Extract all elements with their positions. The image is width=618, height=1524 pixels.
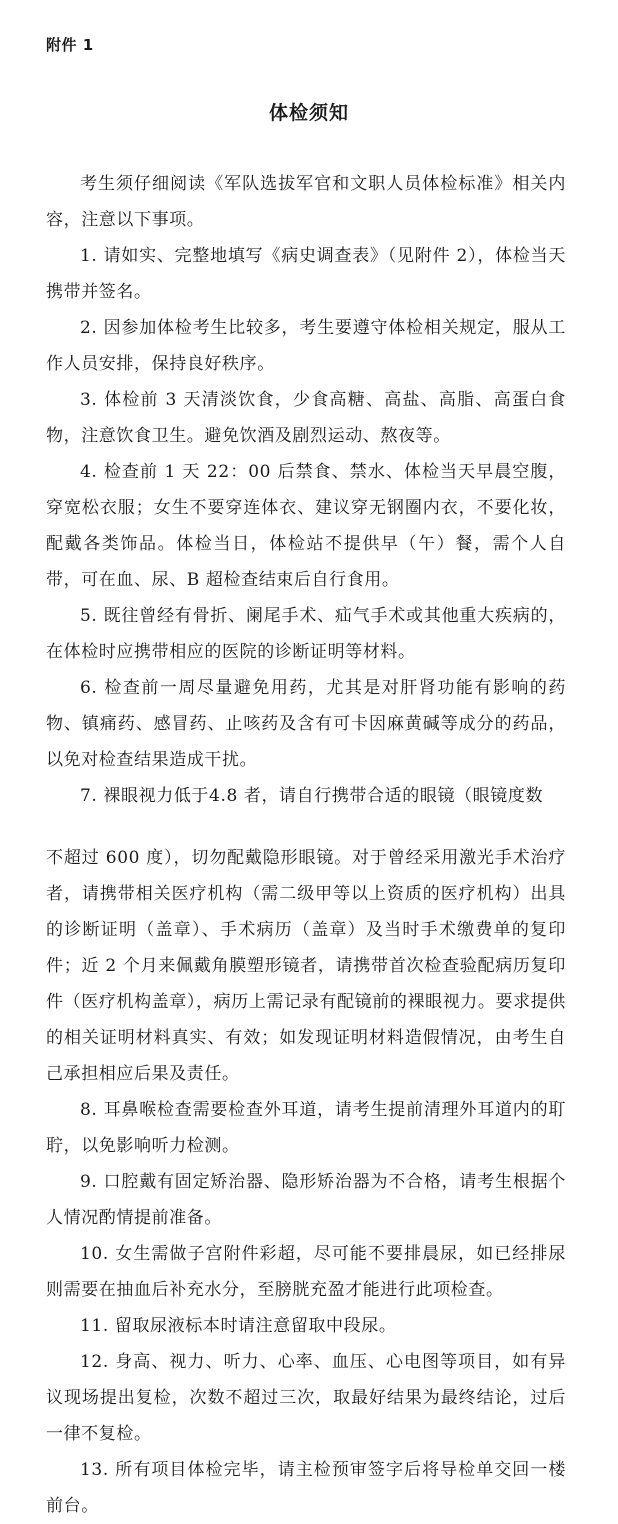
notice-item-3: 3. 体检前 3 天清淡饮食，少食高糖、高盐、高脂、高蛋白食物，注意饮食卫生。避免饮酒及剧烈运动、熬夜等。 <box>46 390 566 446</box>
notice-item-7: 7. 裸眼视力低于4.8 者，请自行携带合适的眼镜（眼镜度数 <box>80 786 544 806</box>
notice-item-12: 12. 身高、视力、听力、心率、血压、心电图等项目，如有异议现场提出复检，次数不超过三次，取最好结果为最终结论，过后一律不复检。 <box>46 1352 566 1444</box>
intro-paragraph: 考生须仔细阅读《军队选拔军官和文职人员体检标准》相关内容，注意以下事项。 <box>46 174 566 230</box>
document-title: 体检须知 <box>268 102 349 124</box>
notice-item-9: 9. 口腔戴有固定矫治器、隐形矫治器为不合格，请考生根据个人情况酌情提前准备。 <box>46 1172 566 1228</box>
notice-item-10: 10. 女生需做子宫附件彩超，尽可能不要排晨尿，如已经排尿则需要在抽血后补充水分，至膀胱充盈才能进行此项检查。 <box>46 1244 566 1300</box>
attachment-label: 附件 1 <box>46 36 94 54</box>
notice-item-5: 5. 既往曾经有骨折、阑尾手术、疝气手术或其他重大疾病的，在体检时应携带相应的医院的诊断证明等材料。 <box>46 606 566 662</box>
notice-item-7-continuation: 不超过 600 度），切勿配戴隐形眼镜。对于曾经采用激光手术治疗者，请携带相关医疗机构（需二级甲等以上资质的医疗机构）出具的诊断证明（盖章）、手术病历（盖章）及当时手术缴费单的复印件；近 2 个月来佩戴角膜塑形镜者，请携带首次检查验配病历复印件（医疗机构盖章），病历上需记录有配镜前的裸眼视力。要求提供的相关证明材料真实、有效；如发现证明材料造假情况，由考生自己承担相应后果及责任。 <box>46 848 566 1084</box>
notice-item-1: 1. 请如实、完整地填写《病史调查表》（见附件 2），体检当天携带并签名。 <box>46 246 566 302</box>
page-gap <box>46 814 566 840</box>
document-body <box>46 166 566 1524</box>
notice-item-8: 8. 耳鼻喉检查需要检查外耳道，请考生提前清理外耳道内的耵聍，以免影响听力检测。 <box>46 1100 566 1156</box>
notice-item-4: 4. 检查前 1 天 22：00 后禁食、禁水、体检当天早晨空腹，穿宽松衣服；女生不要穿连体衣、建议穿无钢圈内衣，不要化妆，配戴各类饰品。体检当日，体检站不提供早（午）餐，需个人自带，可在血、尿、B 超检查结束后自行食用。 <box>46 462 566 590</box>
notice-item-2: 2. 因参加体检考生比较多，考生要遵守体检相关规定，服从工作人员安排，保持良好秩序。 <box>46 318 566 374</box>
notice-item-13: 13. 所有项目体检完毕，请主检预审签字后将导检单交回一楼前台。 <box>46 1460 566 1516</box>
notice-item-11: 11. 留取尿液标本时请注意留取中段尿。 <box>80 1316 397 1336</box>
notice-item-6: 6. 检查前一周尽量避免用药，尤其是对肝肾功能有影响的药物、镇痛药、感冒药、止咳药及含有可卡因麻黄碱等成分的药品，以免对检查结果造成干扰。 <box>46 678 566 770</box>
